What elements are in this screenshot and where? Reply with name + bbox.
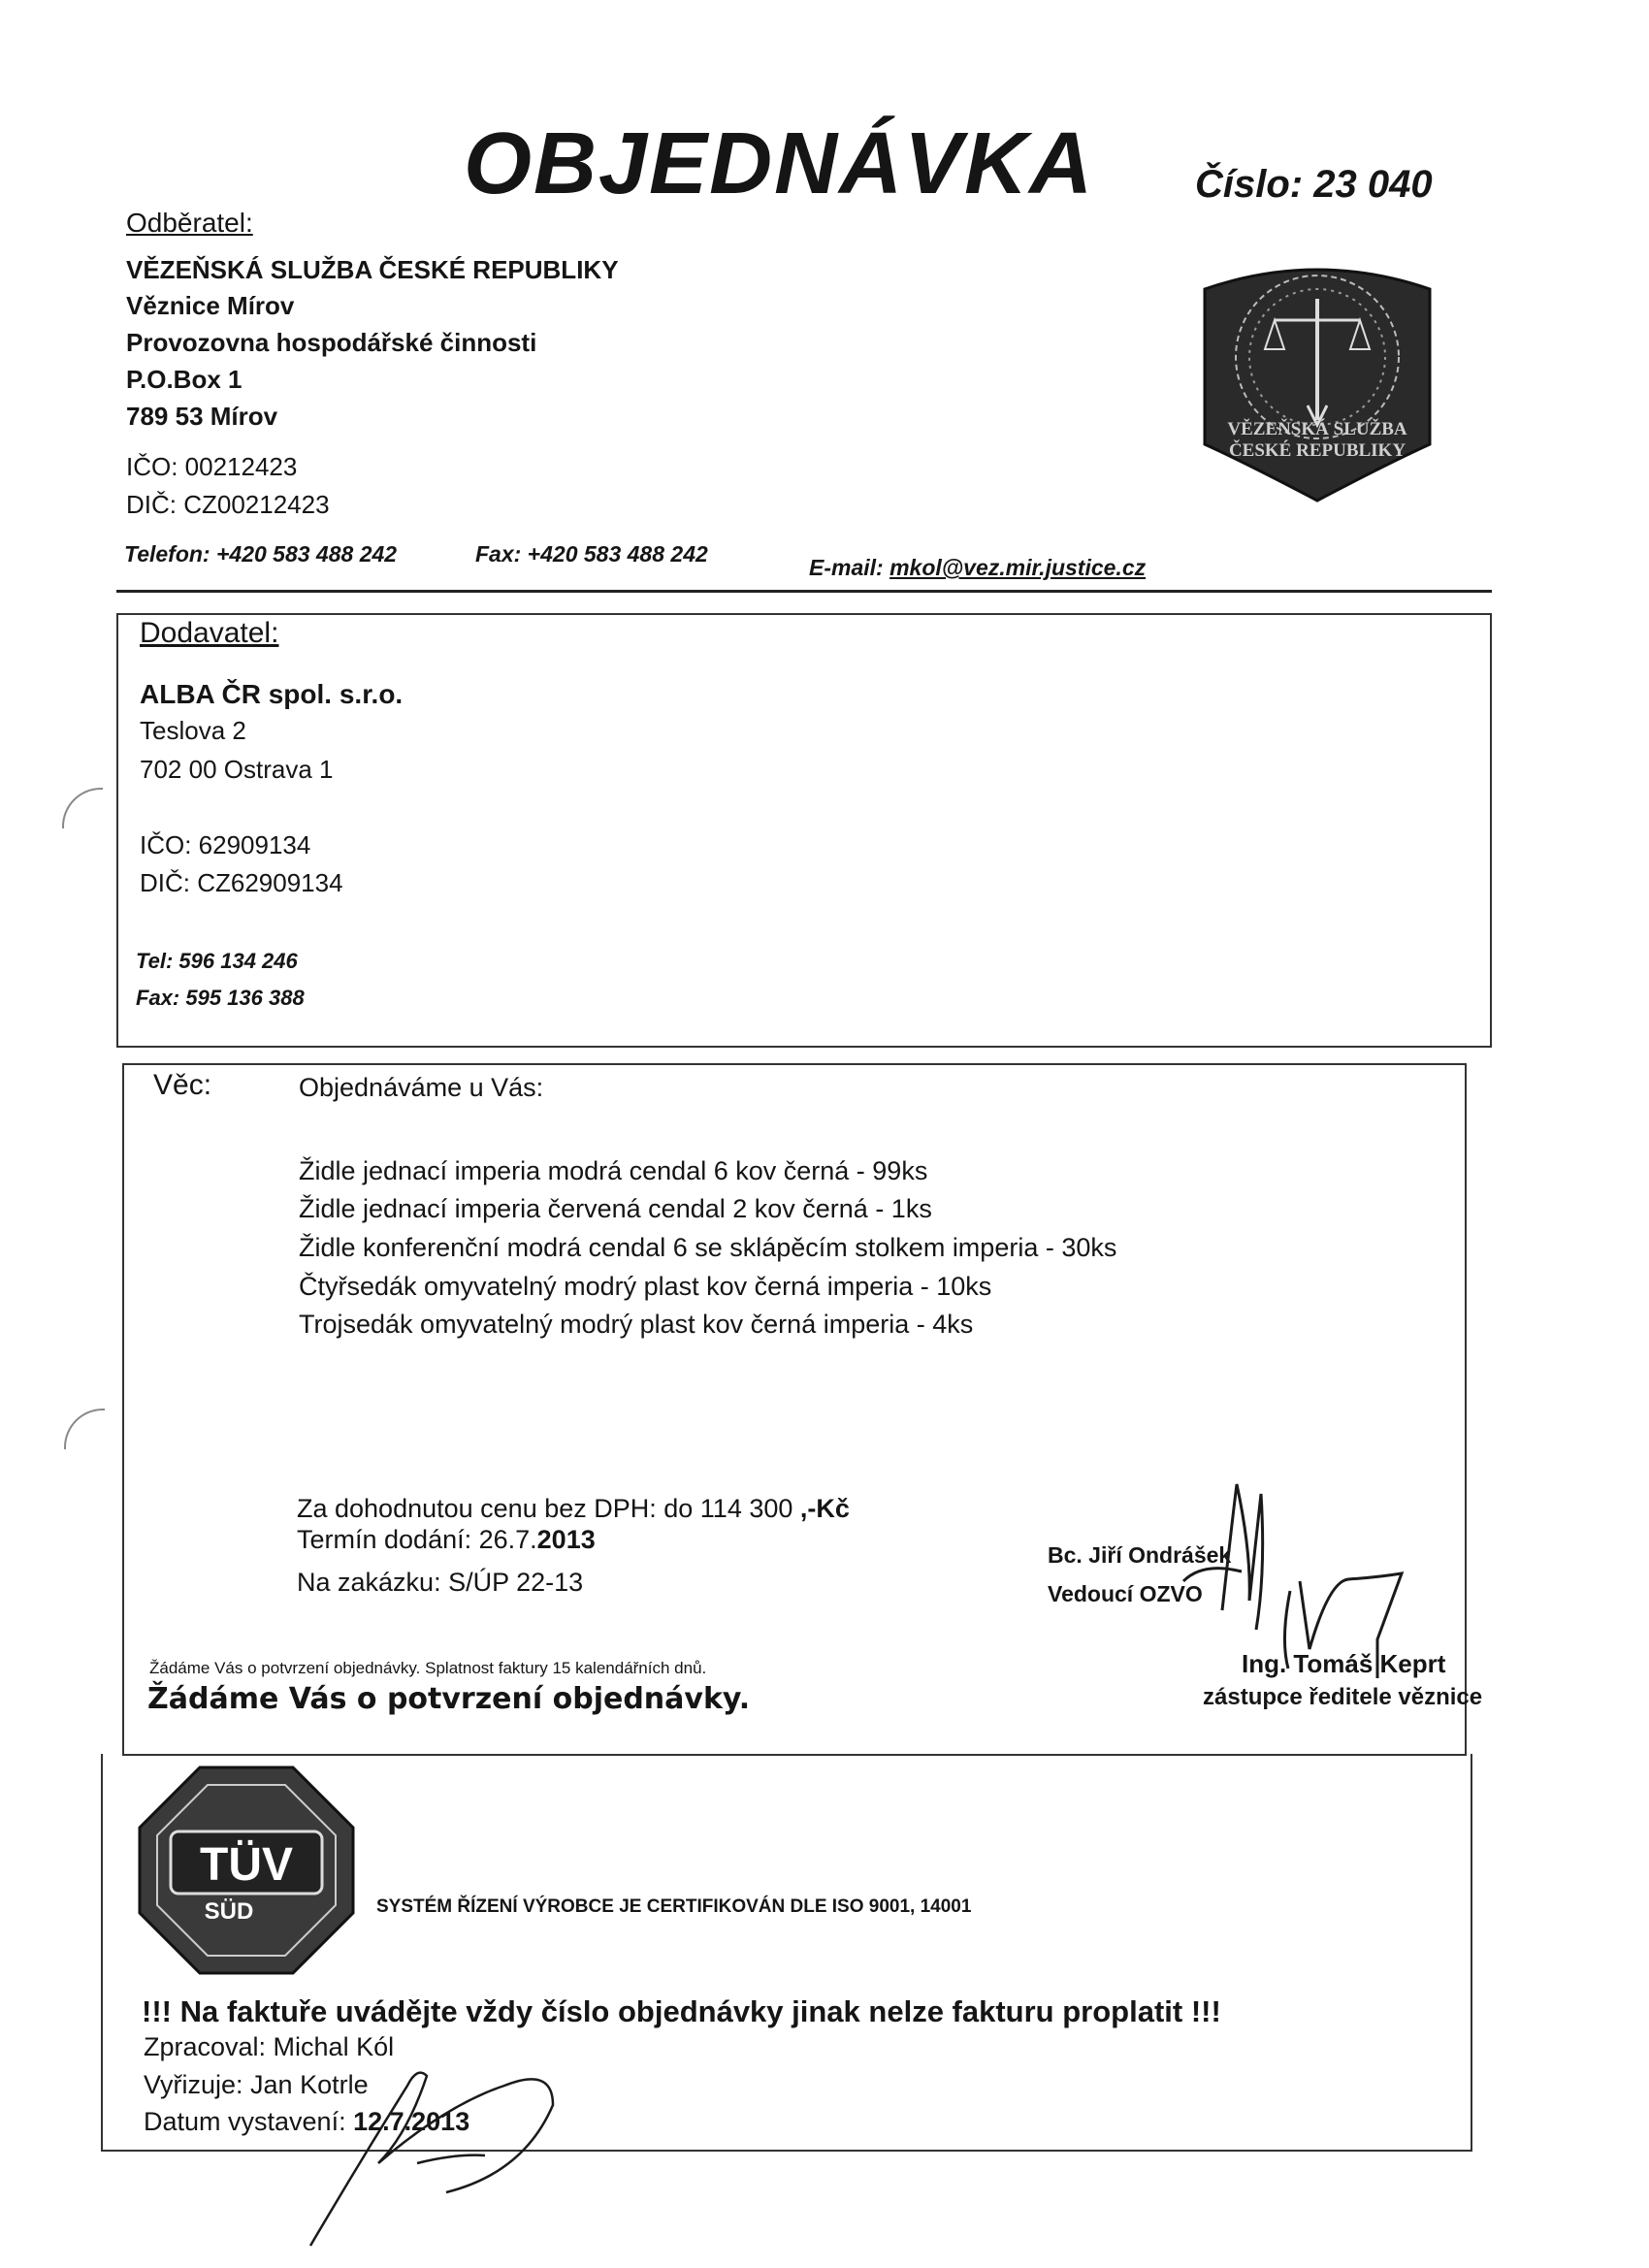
order-item: Židle jednací imperia červená cendal 2 kov černá - 1ks (299, 1194, 932, 1223)
signatory-2-name: Ing. Tomáš Keprt (1242, 1649, 1446, 1678)
tuv-sub: SÜD (204, 1898, 254, 1925)
order-item: Čtyřsedák omyvatelný modrý plast kov černá imperia - 10ks (299, 1272, 992, 1301)
customer-line2: Věznice Mírov (126, 291, 295, 320)
prison-service-emblem (1193, 260, 1441, 502)
signatory-2-title: zástupce ředitele věznice (1203, 1684, 1483, 1710)
supplier-tel: Tel: 596 134 246 (136, 949, 298, 973)
header-rule (116, 590, 1492, 593)
delivery-line (297, 1525, 596, 1555)
supplier-heading: Dodavatel: (140, 617, 279, 649)
order-number-label: Číslo: (1195, 163, 1304, 206)
punch-hole-mark (62, 788, 103, 828)
supplier-fax: Fax: 595 136 388 (136, 986, 305, 1010)
issue-date-value: 12.7.2013 (353, 2107, 470, 2136)
price-text: Za dohodnutou cenu bez DPH: do 114 300 (297, 1494, 800, 1523)
order-item: Trojsedák omyvatelný modrý plast kov černá imperia - 4ks (299, 1310, 974, 1339)
order-number-value: 23 040 (1313, 163, 1433, 206)
signatory-1-name: Bc. Jiří Ondrášek (1048, 1542, 1232, 1568)
delivery-date: Termín dodání: 26.7. (297, 1525, 537, 1554)
customer-pobox: P.O.Box 1 (126, 365, 242, 394)
signatures (1145, 1465, 1494, 1698)
signatory-1-title: Vedoucí OZVO (1048, 1581, 1203, 1606)
contract-line: Na zakázku: S/ÚP 22-13 (297, 1568, 584, 1597)
document-title: OBJEDNÁVKA (464, 115, 1095, 212)
emblem-text-1: VĚZEŇSKÁ SLUŽBA (1227, 419, 1407, 439)
customer-fax: Fax: +420 583 488 242 (475, 541, 708, 567)
supplier-ico: IČO: 62909134 (140, 830, 311, 859)
customer-ico: IČO: 00212423 (126, 452, 298, 481)
issue-date-label: Datum vystavení: (144, 2107, 354, 2136)
customer-heading: Odběratel: (126, 208, 253, 238)
order-intro: Objednáváme u Vás: (299, 1073, 544, 1102)
email-link[interactable]: mkol@vez.mir.justice.cz (889, 555, 1147, 580)
customer-line3: Provozovna hospodářské činnosti (126, 328, 537, 357)
invoice-warning: !!! Na faktuře uvádějte vždy číslo objednávky jinak nelze fakturu proplatit !!! (142, 1994, 1221, 2028)
punch-hole-mark (64, 1409, 105, 1449)
order-item: Židle jednací imperia modrá cendal 6 kov černá - 99ks (299, 1156, 928, 1185)
prepared-by: Zpracoval: Michal Kól (144, 2032, 395, 2061)
preparer-signature (301, 2047, 611, 2251)
tuv-text: TÜV (200, 1839, 293, 1891)
supplier-name: ALBA ČR spol. s.r.o. (140, 679, 404, 709)
certification-text: SYSTÉM ŘÍZENÍ VÝROBCE JE CERTIFIKOVÁN DLE ISO 9001, 14001 (376, 1896, 972, 1917)
customer-email (809, 555, 1146, 581)
price-currency: ,-Kč (799, 1494, 850, 1523)
handled-by: Vyřizuje: Jan Kotrle (144, 2070, 369, 2099)
order-number (1195, 163, 1433, 207)
confirm-request: Žádáme Vás o potvrzení objednávky. (147, 1682, 751, 1716)
customer-phone: Telefon: +420 583 488 242 (124, 541, 398, 567)
subject-label: Věc: (153, 1069, 212, 1101)
customer-name: VĚZEŇSKÁ SLUŽBA ČESKÉ REPUBLIKY (126, 255, 619, 284)
supplier-street: Teslova 2 (140, 716, 246, 745)
order-item: Židle konferenční modrá cendal 6 se sklápěcím stolkem imperia - 30ks (299, 1233, 1117, 1262)
supplier-city: 702 00 Ostrava 1 (140, 755, 334, 784)
price-line (297, 1494, 850, 1524)
delivery-year: 2013 (536, 1525, 596, 1554)
customer-dic: DIČ: CZ00212423 (126, 490, 330, 519)
customer-city: 789 53 Mírov (126, 402, 278, 431)
email-label: E-mail: (809, 555, 884, 580)
payment-note: Žádáme Vás o potvrzení objednávky. Splatnost faktury 15 kalendářních dnů. (149, 1659, 707, 1677)
emblem-text-2: ČESKÉ REPUBLIKY (1228, 440, 1406, 461)
supplier-dic: DIČ: CZ62909134 (140, 868, 343, 897)
